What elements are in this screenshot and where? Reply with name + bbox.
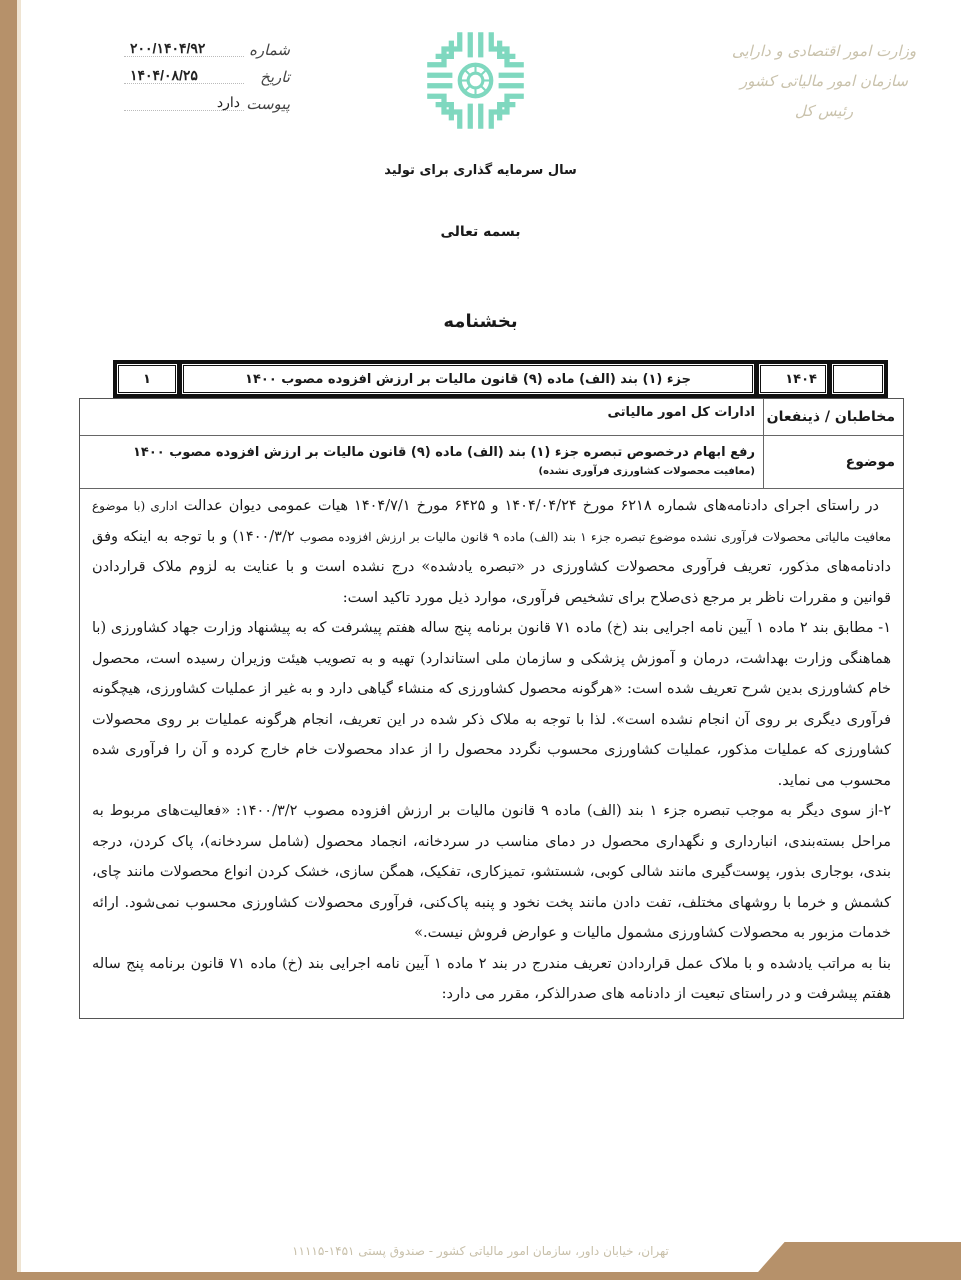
- subject-label: موضوع: [763, 436, 903, 488]
- number-label: شماره: [249, 40, 290, 59]
- circular-body-table: [79, 398, 904, 1019]
- letter-number: ۲۰۰/۱۴۰۴/۹۲: [130, 40, 206, 56]
- attachment-label: پیوست: [246, 94, 290, 113]
- page-edge-shadow: [0, 0, 17, 1280]
- addressees-value: ادارات کل امور مالیاتی: [607, 405, 755, 420]
- addressees-row: [80, 399, 903, 436]
- date-label: تاریخ: [260, 67, 290, 86]
- footer-address: تهران، خیابان داور، سازمان امور مالیاتی کشور - صندوق پستی ۱۴۵۱-۱۱۱۱۵: [292, 1244, 669, 1258]
- circular-topic: جزء (۱) بند (الف) ماده (۹) قانون مالیات بر ارزش افزوده مصوب ۱۴۰۰: [181, 363, 755, 395]
- circular-year: ۱۴۰۴: [758, 363, 828, 395]
- strip-blank-cell: [831, 363, 885, 395]
- intro-line-2: اداری (با موضوع معافیت مالیاتی محصولات فرآوری نشده موضوع تبصره جزء ۱ بند (الف) ماده ۹ قانون مالیات بر ارزش افزوده مصوب: [92, 499, 892, 544]
- tax-organization-logo-icon: [423, 28, 528, 133]
- bismillah: بسمه تعالی: [440, 224, 521, 240]
- ministry-line: وزارت امور اقتصادی و دارایی: [731, 42, 917, 60]
- ministry-line: رئیس کل: [794, 102, 854, 120]
- year-slogan: سال سرمایه گذاری برای تولید: [384, 163, 577, 178]
- number-row: [120, 36, 290, 63]
- subject-value: رفع ابهام درخصوص تبصره جزء (۱) بند (الف) ماده (۹) قانون مالیات بر ارزش افزوده مصوب ۱۴۰۰: [133, 445, 755, 460]
- circular-header-strip: [113, 360, 888, 398]
- intro-line-3: ۱۴۰۰/۳/۲) و با توجه به اینکه وفق دادنامه‌های مذکور، تعریف فرآوری محصولات کشاورزی در «تبصره یادشده» درج نشده است و با عنایت به لزوم ملاک قراردادن قوانین و مقررات ناظر بر مرجع ذی‌صلاح برای تشخیص فرآوری، موارد ذیل مورد تاکید است:: [92, 528, 891, 606]
- subject-value-cell: [80, 436, 763, 488]
- intro-line-1: در راستای اجرای دادنامه‌های شماره ۶۲۱۸ مورخ ۱۴۰۴/۰۴/۲۴ و ۶۴۲۵ مورخ ۱۴۰۴/۷/۱ هیات عمومی دیوان عدالت: [183, 498, 880, 514]
- intro-paragraph: [92, 491, 891, 613]
- ministry-line: سازمان امور مالیاتی کشور: [740, 72, 908, 90]
- conclusion-paragraph: بنا به مراتب یادشده و با ملاک عمل قراردادن تعریف مندرج در بند ۲ ماده ۱ آیین نامه اجرایی بند (خ) ماده ۷۱ قانون برنامه پنج ساله هفتم پیشرفت و در راستای تبعیت از دادنامه های صدرالذکر، مقرر می دارد:: [92, 955, 891, 1002]
- attachment-value: دارد: [216, 94, 240, 110]
- attachment-row: [120, 90, 290, 117]
- subject-note: (معافیت محصولات کشاورزی فرآوری نشده): [538, 466, 755, 477]
- letter-meta: [120, 36, 290, 117]
- date-row: [120, 63, 290, 90]
- page-bottom-shadow: [0, 1272, 961, 1280]
- subject-row: [80, 436, 903, 489]
- item-1-paragraph: ۱- مطابق بند ۲ ماده ۱ آیین نامه اجرایی بند (خ) ماده ۷۱ قانون برنامه پنج ساله هفتم پیشرفت که به پیشنهاد وزارت جهاد کشاورزی (با هماهنگی وزارت بهداشت، درمان و آموزش پزشکی و سازمان ملی استاندارد) تهیه و به تصویب هیئت وزیران رسیده است، محصول خام کشاورزی بدین شرح تعریف شده است: «هرگونه محصول کشاورزی که منشاء گیاهی دارد و به غیر از عملیات کشاورزی، هیچگونه فرآوری دیگری بر روی آن انجام نشده است». لذا با توجه به ملاک ذکر شده در این تعریف، انجام هرگونه عملیات بر روی محصولات کشاورزی که عملیات مذکور، عملیات کشاورزی محسوب نگردد محصول را از عداد محصولات خام خارج کرده و آن را فرآوری شده محسوب می نماید.: [92, 620, 891, 789]
- page-edge-highlight: [17, 0, 21, 1280]
- item-2-paragraph: ۲-از سوی دیگر به موجب تبصره جزء ۱ بند (الف) ماده ۹ قانون مالیات بر ارزش افزوده مصوب ۱۴۰۰/۳/۲: «فعالیت‌های مربوط به مراحل بسته‌بندی، انبارداری و نگهداری محصول در دمای مناسب در سردخانه، انجماد محصول (شامل سردخانه)، پاک کردن، درجه بندی، بوجاری بذور، پوست‌گیری مانند شالی کوبی، شستشو، تمیزکاری، تفکیک، همگن سازی، خشک کردن انواع محصولات مانند چای، کشمش و خرما با روشهای مختلف، تفت دادن مانند پخت نخود و پنبه پاک‌کنی، فرآوری محصولات کشاورزی محسوب نمی‌شود. ارائه خدمات مزبور به محصولات کشاورزی مشمول مالیات و عوارض فروش نیست.»: [92, 803, 892, 941]
- ministry-header: [709, 36, 939, 126]
- circular-index: ۱: [116, 363, 178, 395]
- addressees-label: مخاطبان / ذینفعان: [763, 399, 903, 435]
- document-type-title: بخشنامه: [443, 311, 518, 332]
- letter-date: ۱۴۰۴/۰۸/۲۵: [130, 67, 198, 83]
- circular-body-text: [80, 489, 903, 1018]
